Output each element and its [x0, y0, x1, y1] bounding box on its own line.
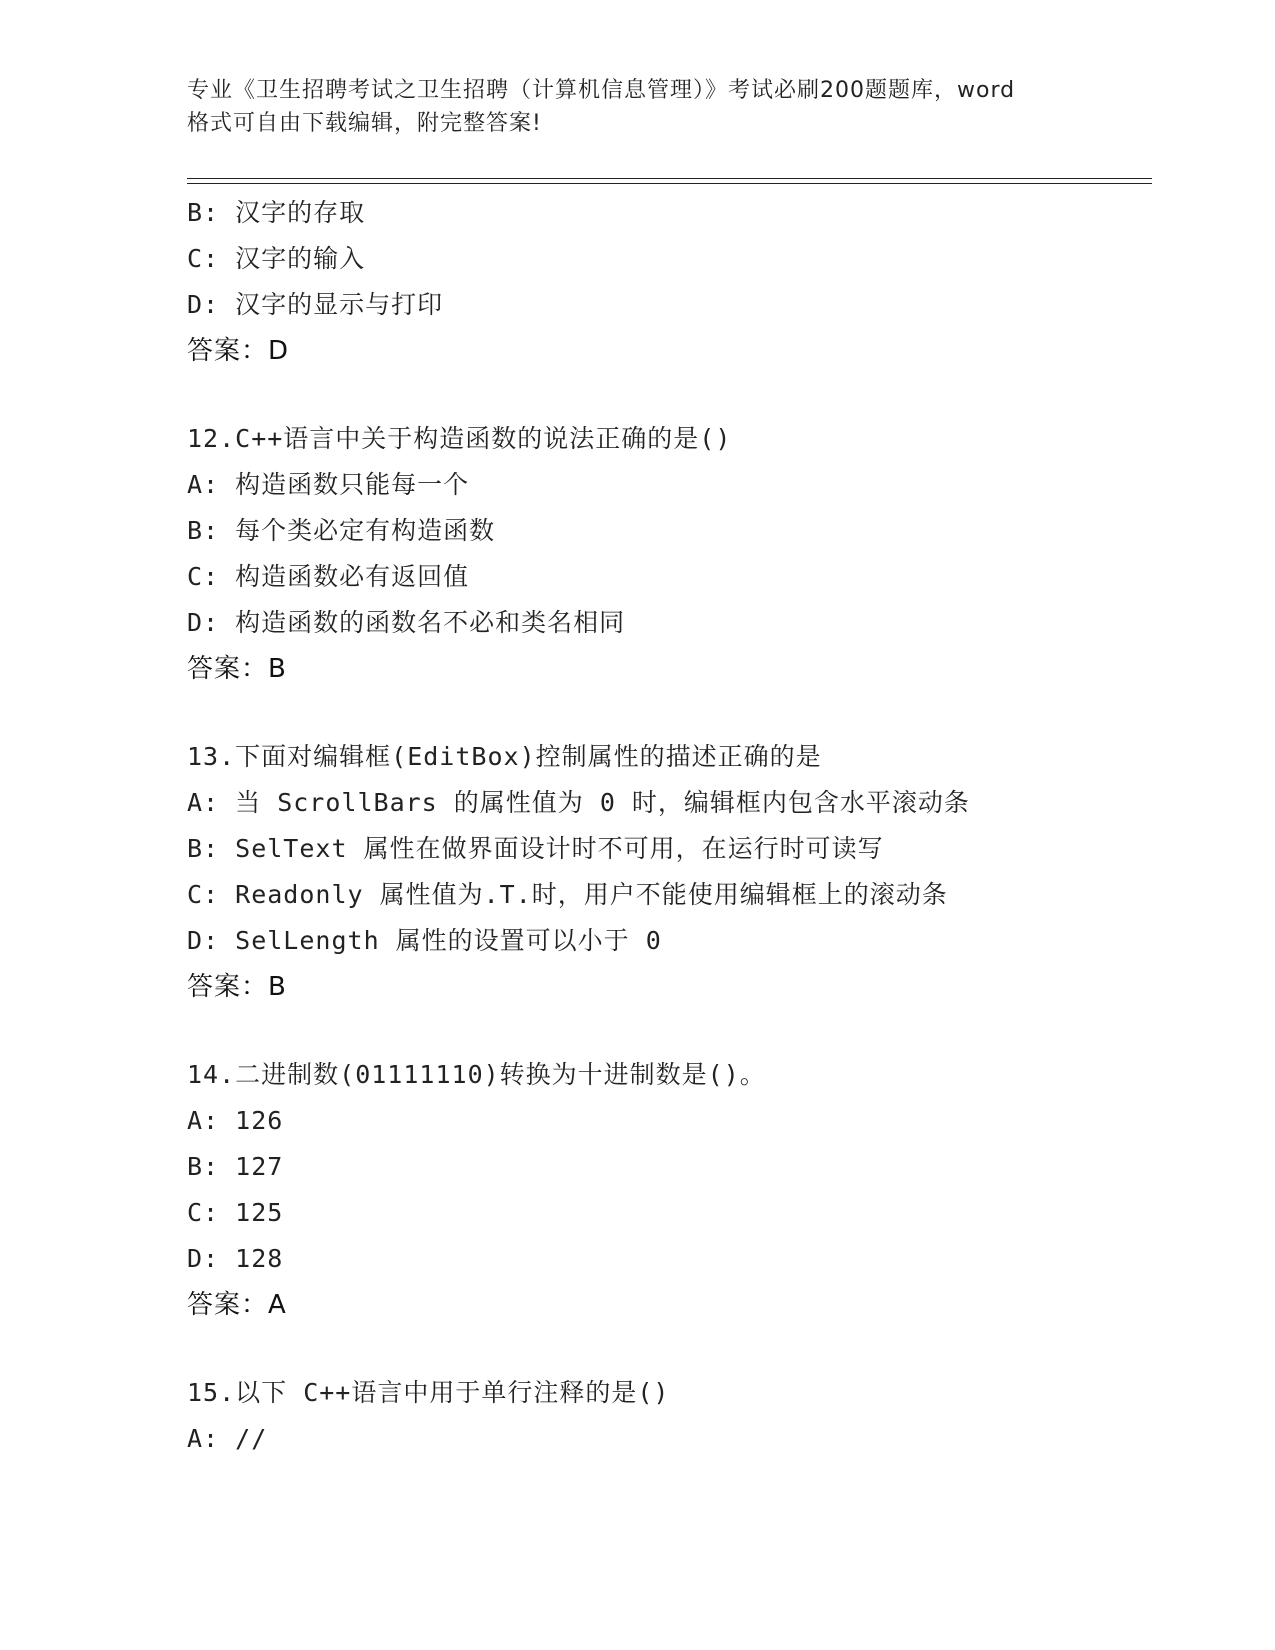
answer-line: 答案：B	[187, 972, 287, 1002]
option-c: C: 汉字的输入	[187, 244, 366, 273]
question-text: 13.下面对编辑框(EditBox)控制属性的描述正确的是	[187, 742, 822, 771]
question-13	[187, 734, 1157, 1010]
option-a: A: //	[187, 1424, 268, 1453]
option-d: D: 128	[187, 1244, 284, 1273]
option-b: B: SelText 属性在做界面设计时不可用，在运行时可读写	[187, 834, 884, 863]
header-title-line-2: 格式可自由下载编辑，附完整答案!	[187, 111, 542, 136]
document-header	[187, 74, 1087, 140]
answer-line: 答案：D	[187, 336, 290, 366]
option-b: B: 每个类必定有构造函数	[187, 516, 496, 545]
spacer	[187, 1010, 1157, 1052]
question-11-continued	[187, 190, 1157, 374]
option-b: B: 127	[187, 1152, 284, 1181]
option-c: C: 125	[187, 1198, 284, 1227]
question-text: 15.以下 C++语言中用于单行注释的是()	[187, 1378, 670, 1407]
header-divider-bottom	[187, 183, 1152, 184]
option-a: A: 126	[187, 1106, 284, 1135]
spacer	[187, 374, 1157, 416]
question-list	[187, 190, 1157, 1462]
question-text: 12.C++语言中关于构造函数的说法正确的是()	[187, 424, 732, 453]
spacer	[187, 1328, 1157, 1370]
option-b: B: 汉字的存取	[187, 198, 366, 227]
answer-line: 答案：B	[187, 654, 287, 684]
option-c: C: 构造函数必有返回值	[187, 562, 470, 591]
option-d: D: 汉字的显示与打印	[187, 290, 444, 319]
option-d: D: 构造函数的函数名不必和类名相同	[187, 608, 626, 637]
question-12	[187, 416, 1157, 692]
option-a: A: 构造函数只能每一个	[187, 470, 470, 499]
question-14	[187, 1052, 1157, 1328]
question-15	[187, 1370, 1157, 1462]
question-text: 14.二进制数(01111110)转换为十进制数是()。	[187, 1060, 766, 1089]
answer-line: 答案：A	[187, 1290, 287, 1320]
option-d: D: SelLength 属性的设置可以小于 0	[187, 926, 662, 955]
option-a: A: 当 ScrollBars 的属性值为 0 时，编辑框内包含水平滚动条	[187, 788, 970, 817]
spacer	[187, 692, 1157, 734]
option-c: C: Readonly 属性值为.T.时，用户不能使用编辑框上的滚动条	[187, 880, 948, 909]
header-title-line-1: 专业《卫生招聘考试之卫生招聘（计算机信息管理）》考试必刷200题题库，word	[187, 78, 1016, 103]
header-divider-top	[187, 178, 1152, 179]
